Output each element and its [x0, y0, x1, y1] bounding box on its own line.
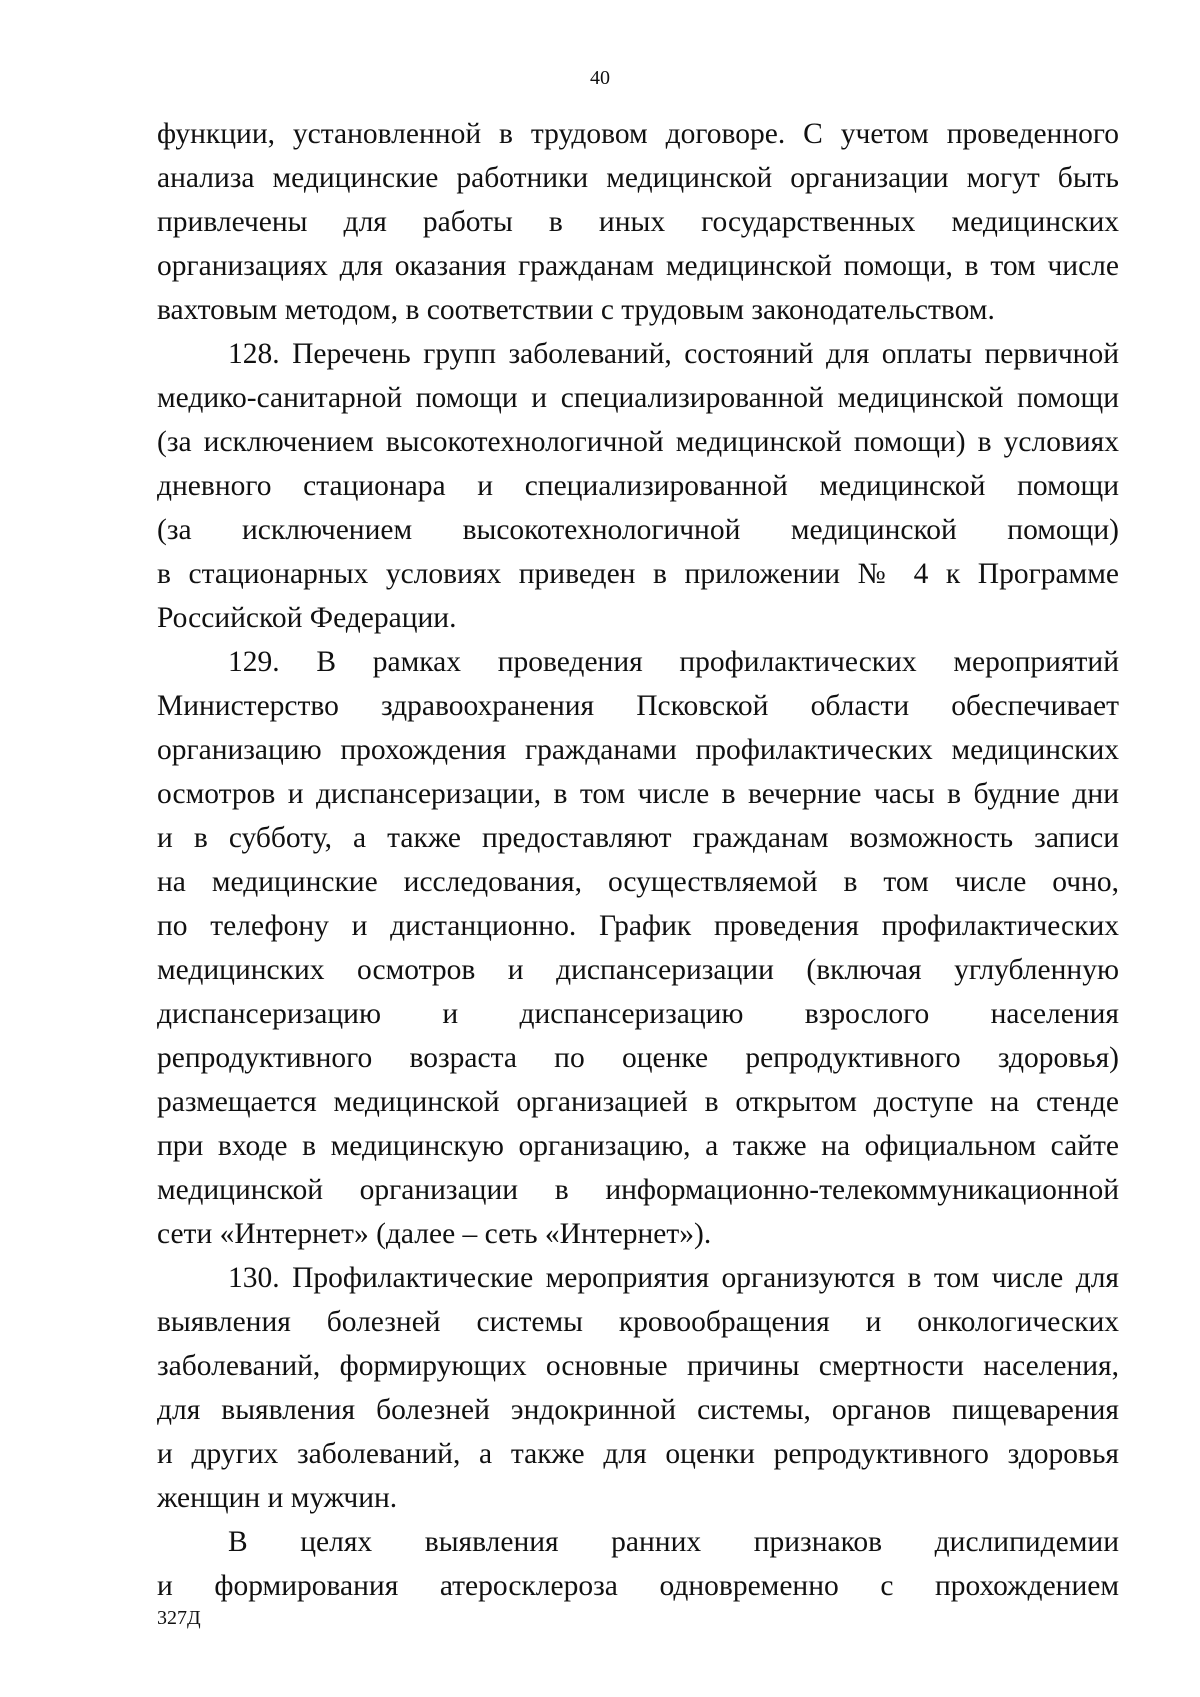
text-line: и других заболеваний, а также для оценки репродуктивного здоровья [157, 1438, 1119, 1470]
paragraph-128-start: 128. Перечень групп заболеваний, состояний для оплаты первичной [228, 338, 1119, 370]
text-line: осмотров и диспансеризации, в том числе в вечерние часы в будние дни [157, 778, 1119, 810]
document-code: 327Д [157, 1607, 201, 1629]
text-line: заболеваний, формирующих основные причины смертности населения, [157, 1350, 1119, 1382]
text-line: организациях для оказания гражданам медицинской помощи, в том числе [157, 250, 1119, 282]
text-line: на медицинские исследования, осуществляемой в том числе очно, [157, 866, 1119, 898]
text-line: по телефону и дистанционно. График проведения профилактических [157, 910, 1119, 942]
text-line: репродуктивного возраста по оценке репродуктивного здоровья) [157, 1042, 1119, 1074]
text-line: анализа медицинские работники медицинской организации могут быть [157, 162, 1119, 194]
text-line: для выявления болезней эндокринной системы, органов пищеварения [157, 1394, 1119, 1426]
text-line: (за исключением высокотехнологичной медицинской помощи) в условиях [157, 426, 1119, 458]
text-line: медико-санитарной помощи и специализированной медицинской помощи [157, 382, 1119, 414]
text-line: диспансеризацию и диспансеризацию взрослого населения [157, 998, 1119, 1030]
page-number: 40 [590, 67, 610, 89]
document-body [157, 112, 1119, 1608]
paragraph-130-start: 130. Профилактические мероприятия организуются в том числе для [228, 1262, 1119, 1294]
text-line: (за исключением высокотехнологичной медицинской помощи) [157, 514, 1119, 546]
text-line: выявления болезней системы кровообращения и онкологических [157, 1306, 1119, 1338]
text-line: медицинской организации в информационно-телекоммуникационной [157, 1174, 1119, 1206]
paragraph-129-start: 129. В рамках проведения профилактических мероприятий [228, 646, 1119, 678]
text-line: женщин и мужчин. [157, 1482, 398, 1514]
text-line: сети «Интернет» (далее – сеть «Интернет»). [157, 1218, 712, 1250]
text-line: дневного стационара и специализированной медицинской помощи [157, 470, 1119, 502]
text-line: Министерство здравоохранения Псковской области обеспечивает [157, 690, 1119, 722]
text-line: Российской Федерации. [157, 602, 457, 634]
text-line: и в субботу, а также предоставляют гражданам возможность записи [157, 822, 1119, 854]
text-line: размещается медицинской организацией в открытом доступе на стенде [157, 1086, 1119, 1118]
text-line: при входе в медицинскую организацию, а также на официальном сайте [157, 1130, 1119, 1162]
text-line: привлечены для работы в иных государственных медицинских [157, 206, 1119, 238]
text-line: вахтовым методом, в соответствии с трудовым законодательством. [157, 294, 995, 326]
text-line: медицинских осмотров и диспансеризации (включая углубленную [157, 954, 1119, 986]
paragraph-start: В целях выявления ранних признаков дислипидемии [228, 1526, 1119, 1558]
text-line: функции, установленной в трудовом договоре. С учетом проведенного [157, 118, 1119, 150]
text-line: в стационарных условиях приведен в приложении № 4 к Программе [157, 558, 1119, 590]
text-line: и формирования атеросклероза одновременно с прохождением [157, 1570, 1119, 1602]
text-line: организацию прохождения гражданами профилактических медицинских [157, 734, 1119, 766]
